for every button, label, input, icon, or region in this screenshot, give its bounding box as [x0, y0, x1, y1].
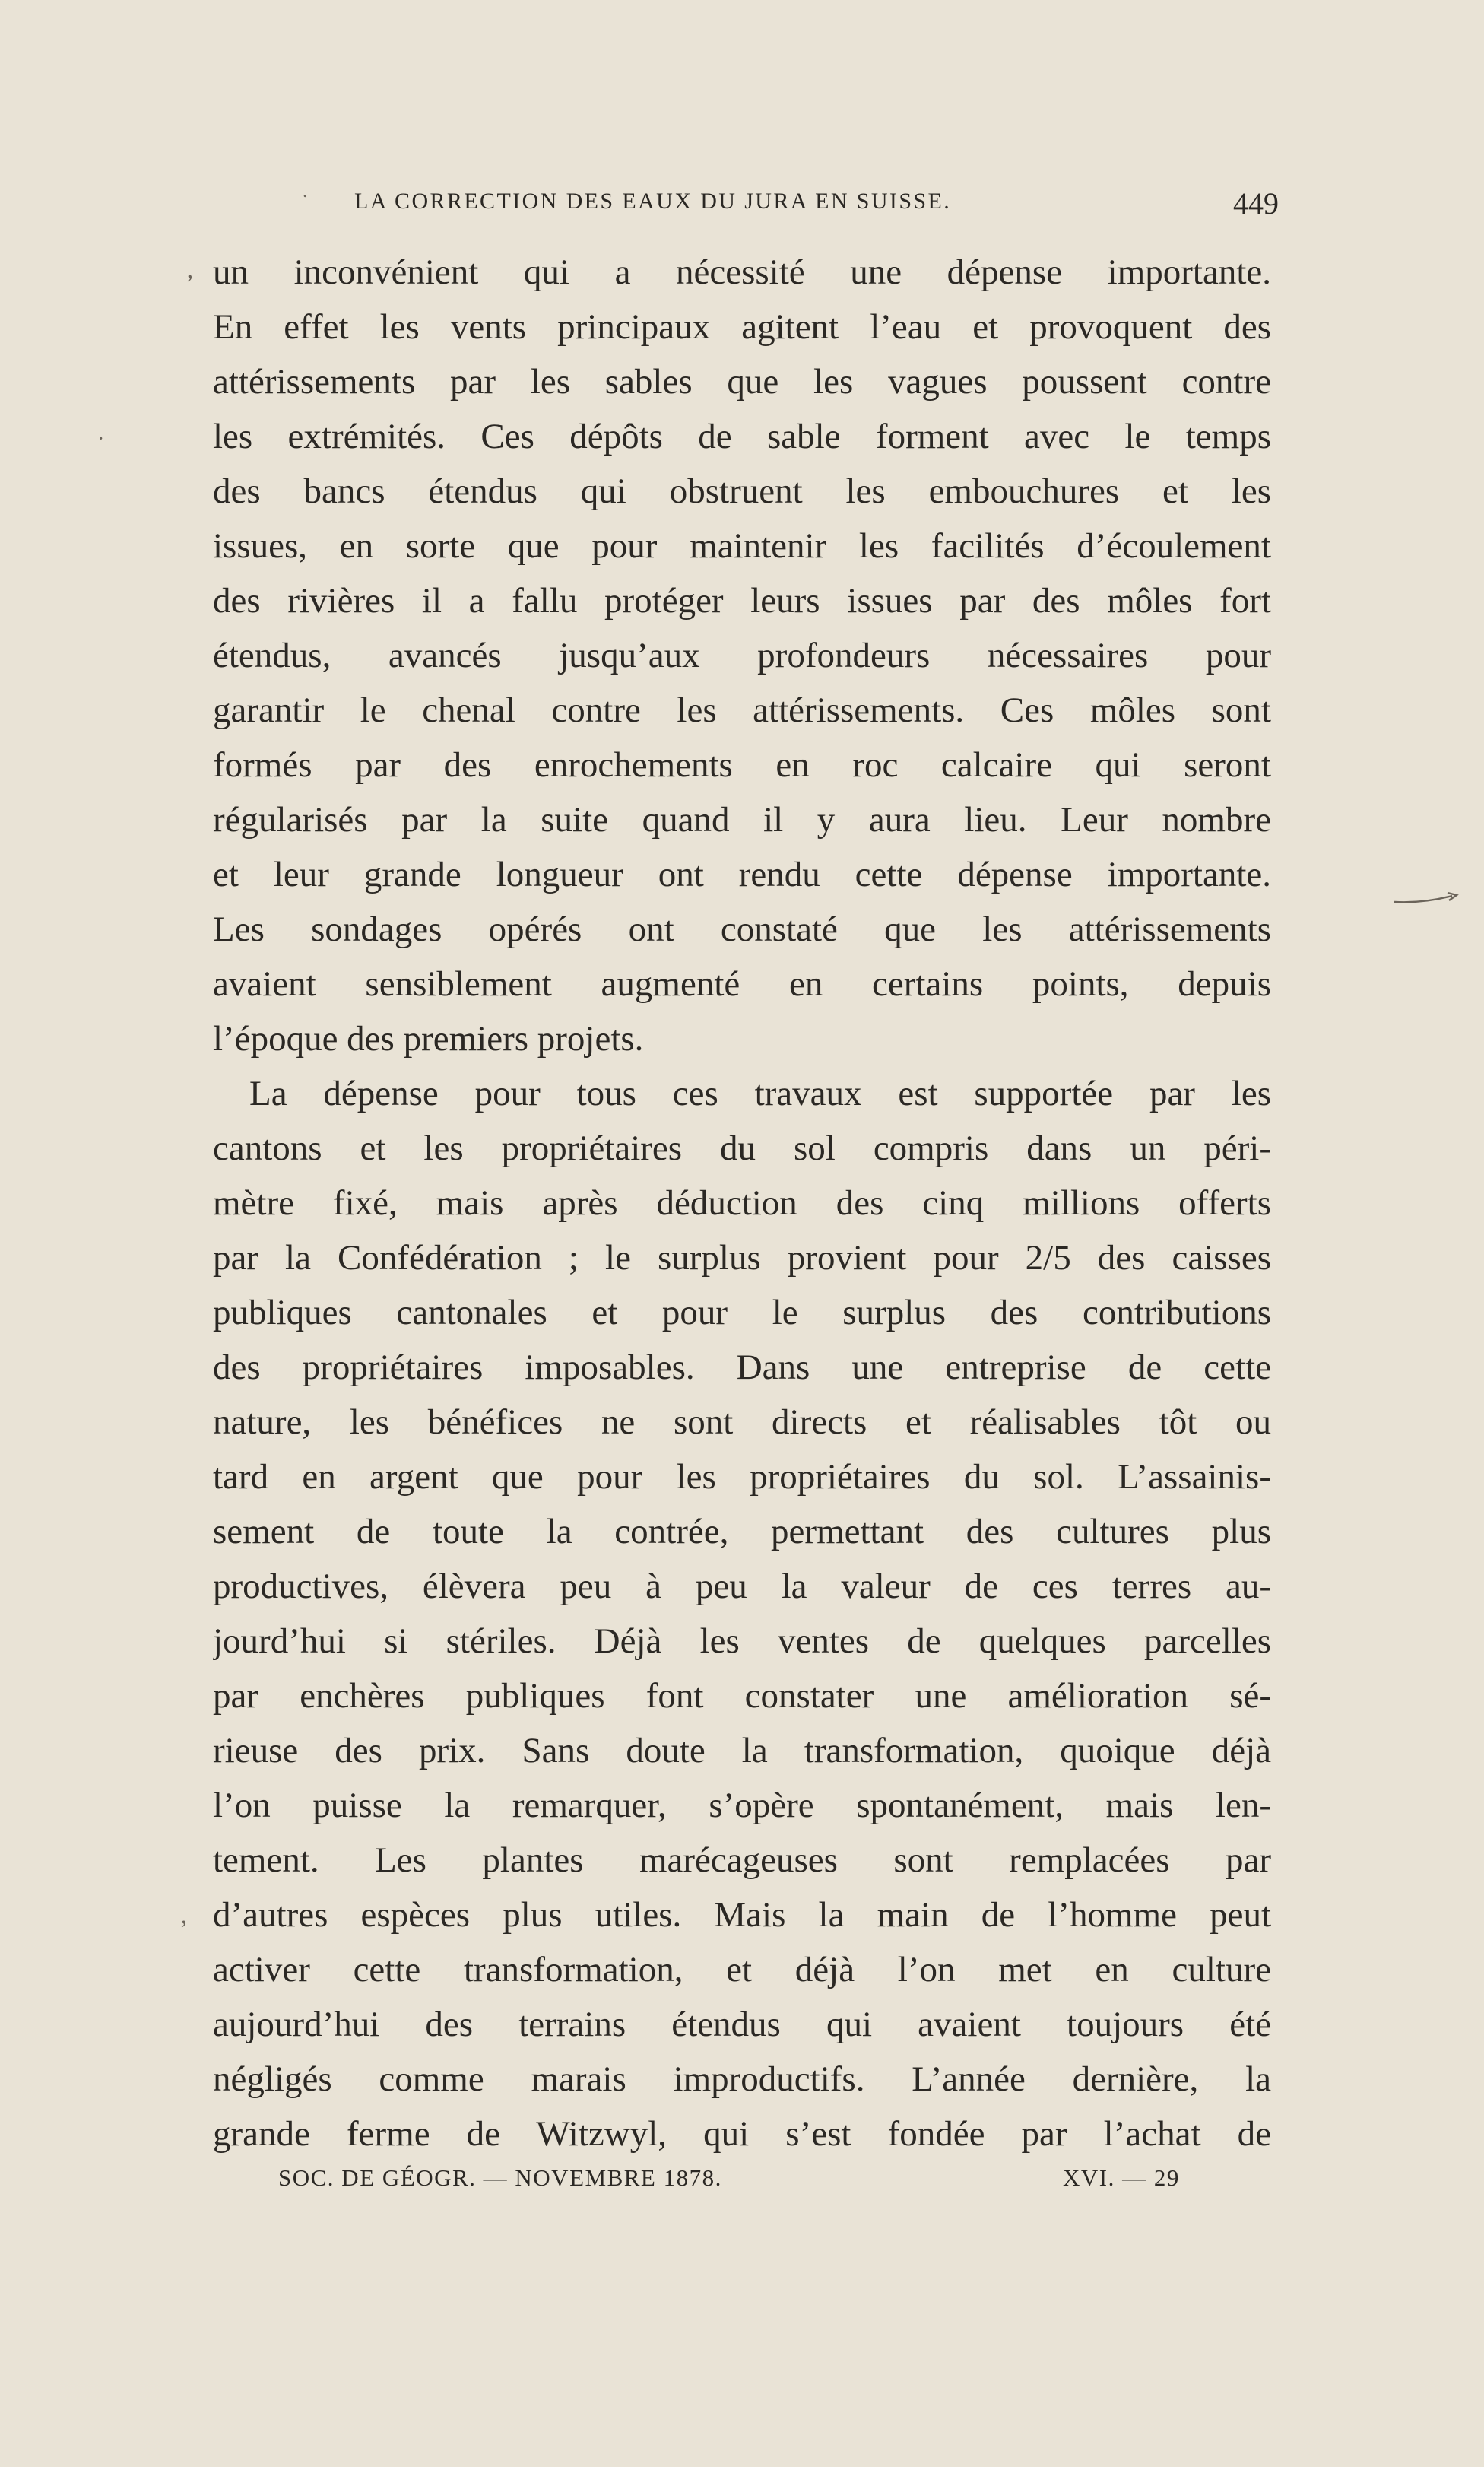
text-line: tard en argent que pour les propriétaires du sol. L’assainis- — [213, 1457, 1271, 1497]
text-line: cantons et les propriétaires du sol compris dans un péri- — [213, 1129, 1271, 1168]
text-line: Les sondages opérés ont constaté que les attérissements — [213, 910, 1271, 949]
text-line: sement de toute la contrée, permettant des cultures plus — [213, 1512, 1271, 1551]
text-line: d’autres espèces plus utiles. Mais la main de l’homme peut — [213, 1895, 1271, 1935]
page-number: 449 — [1233, 186, 1279, 221]
text-line: régularisés par la suite quand il y aura lieu. Leur nombre — [213, 800, 1271, 840]
text-line: par la Confédération ; le surplus provient pour 2/5 des caisses — [213, 1238, 1271, 1278]
running-head — [354, 186, 1279, 231]
text-line: La dépense pour tous ces travaux est supportée par les — [249, 1074, 1271, 1113]
margin-speck: · — [97, 427, 105, 451]
body-text — [213, 245, 1271, 2161]
running-title: LA CORRECTION DES EAUX DU JURA EN SUISSE. — [354, 189, 952, 214]
text-line: garantir le chenal contre les attérissements. Ces môles sont — [213, 691, 1271, 730]
text-line: En effet les vents principaux agitent l’eau et provoquent des — [213, 307, 1271, 347]
text-line: grande ferme de Witzwyl, qui s’est fondée par l’achat de — [213, 2114, 1271, 2154]
text-line: formés par des enrochements en roc calcaire qui seront — [213, 745, 1271, 785]
text-line: l’on puisse la remarquer, s’opère spontanément, mais len- — [213, 1786, 1271, 1825]
text-line: activer cette transformation, et déjà l’on met en culture — [213, 1950, 1271, 1989]
text-line: productives, élèvera peu à peu la valeur de ces terres au- — [213, 1567, 1271, 1606]
text-line: l’époque des premiers projets. — [213, 1019, 644, 1059]
margin-tick: ‚ — [179, 1901, 189, 1929]
footer-sheet-number: XVI. — 29 — [1063, 2164, 1180, 2191]
text-line: par enchères publiques font constater une amélioration sé- — [213, 1676, 1271, 1716]
text-line: rieuse des prix. Sans doute la transformation, quoique déjà — [213, 1731, 1271, 1770]
margin-tick: ‚ — [186, 256, 195, 284]
text-line: nature, les bénéfices ne sont directs et réalisables tôt ou — [213, 1402, 1271, 1442]
text-line: et leur grande longueur ont rendu cette dépense importante. — [213, 855, 1271, 894]
text-line: des rivières il a fallu protéger leurs issues par des môles fort — [213, 581, 1271, 621]
text-line: avaient sensiblement augmenté en certains points, depuis — [213, 964, 1271, 1004]
text-line: publiques cantonales et pour le surplus des contributions — [213, 1293, 1271, 1332]
text-line: attérissements par les sables que les vagues poussent contre — [213, 362, 1271, 402]
text-line: tement. Les plantes marécageuses sont remplacées par — [213, 1840, 1271, 1880]
text-line: négligés comme marais improductifs. L’année dernière, la — [213, 2059, 1271, 2099]
margin-arrow-icon — [1393, 887, 1461, 910]
text-line: les extrémités. Ces dépôts de sable forment avec le temps — [213, 417, 1271, 456]
text-line: des propriétaires imposables. Dans une entreprise de cette — [213, 1348, 1271, 1387]
text-line: aujourd’hui des terrains étendus qui avaient toujours été — [213, 2005, 1271, 2044]
ink-speck: . — [303, 179, 308, 202]
text-line: un inconvénient qui a nécessité une dépense importante. — [213, 252, 1271, 292]
footer-signature: SOC. DE GÉOGR. — NOVEMBRE 1878. — [278, 2164, 722, 2191]
text-line: mètre fixé, mais après déduction des cinq millions offerts — [213, 1183, 1271, 1223]
text-line: étendus, avancés jusqu’aux profondeurs nécessaires pour — [213, 636, 1271, 675]
text-line: des bancs étendus qui obstruent les embouchures et les — [213, 471, 1271, 511]
text-line: issues, en sorte que pour maintenir les facilités d’écoulement — [213, 526, 1271, 566]
text-line: jourd’hui si stériles. Déjà les ventes de quelques parcelles — [213, 1621, 1271, 1661]
